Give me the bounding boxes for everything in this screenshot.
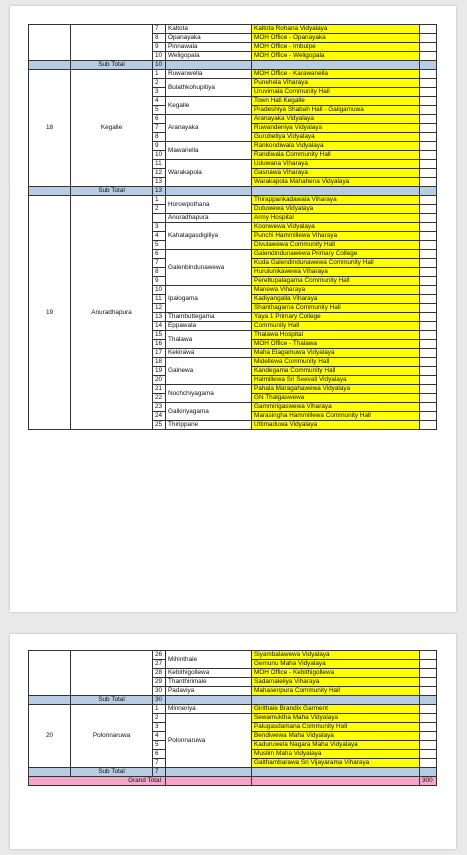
row-number: 5: [153, 741, 166, 750]
row-number: 28: [153, 669, 166, 678]
venue-name: Gurubetiya Vidyalaya: [252, 133, 420, 142]
row-number: 6: [153, 750, 166, 759]
moh-area: Thanthirimale: [166, 678, 252, 687]
moh-area: Bulathkohupitiya: [166, 79, 252, 97]
row-number: [153, 214, 166, 223]
venue-name: Aranayaka Vidyalaya: [252, 115, 420, 124]
venue-name: Dutuwewa Vidyalaya: [252, 205, 420, 214]
row-number: 13: [153, 313, 166, 322]
subtotal-row: [29, 768, 437, 777]
venue-name: Town Hall Kegalle: [252, 97, 420, 106]
venue-name: Kadiyangalla Viharaya: [252, 295, 420, 304]
district-name-cell: [71, 25, 153, 61]
row-number: 6: [153, 250, 166, 259]
row-number: 11: [153, 295, 166, 304]
row-number: 8: [153, 268, 166, 277]
row-number: 13: [153, 178, 166, 187]
venue-name: Community Hall: [252, 322, 420, 331]
venue-name: Sewamuktha Maha Vidyalaya: [252, 714, 420, 723]
venue-name: Marasingha Hammillewa Community Hall: [252, 412, 420, 421]
venue-name: Sadamaleliya Viharaya: [252, 678, 420, 687]
moh-area: Kegalle: [166, 97, 252, 115]
table-row: [29, 70, 437, 79]
venue-name: Perettupalagama Community Hall: [252, 277, 420, 286]
subtotal-label: Sub Total: [71, 696, 153, 705]
venue-name: Uruvimala Community Hall: [252, 88, 420, 97]
row-number: 3: [153, 723, 166, 732]
venue-name: GN Thalgaswewa: [252, 394, 420, 403]
venue-name: Shanthagama Community Hall: [252, 304, 420, 313]
table-row: [29, 705, 437, 714]
row-number: 30: [153, 687, 166, 696]
row-number: 9: [153, 142, 166, 151]
venue-name: Gemunu Maha Vidyalaya: [252, 660, 420, 669]
venue-name: Midellewa Community Hall: [252, 358, 420, 367]
venue-name: Punehela Viharaya: [252, 79, 420, 88]
row-number: 26: [153, 651, 166, 660]
row-number: 5: [153, 241, 166, 250]
venue-name: Warakapola Mahahena Vidyalaya: [252, 178, 420, 187]
row-number: 7: [153, 124, 166, 133]
row-number: 23: [153, 403, 166, 412]
row-number: 1: [153, 196, 166, 205]
subtotal-value: 30: [153, 696, 166, 705]
row-number: 17: [153, 349, 166, 358]
venue-name: MOH Office - Kebithigollewa: [252, 669, 420, 678]
row-number: 20: [153, 376, 166, 385]
venue-name: Galthambarawa Sri Vijayarama Viharaya: [252, 759, 420, 768]
venue-name: Pradeshiya Shabah Hall - Galigamuwa: [252, 106, 420, 115]
subtotal-value: 13: [153, 187, 166, 196]
venue-name: Maha Elagamuwa Vidyalaya: [252, 349, 420, 358]
district-no-cell: [29, 651, 71, 696]
venue-name: MOH Office - Imbulpe: [252, 43, 420, 52]
venue-name: Mahasenpura Community Hall: [252, 687, 420, 696]
venue-name: Hurulunikawewa Viharaya: [252, 268, 420, 277]
moh-area: Kekirawa: [166, 349, 252, 358]
row-number: 3: [153, 223, 166, 232]
moh-area: Mawanella: [166, 142, 252, 160]
venue-name: Galendindunawewa Primary College: [252, 250, 420, 259]
venue-name: Halmillewa Sri Seevali Vidyalaya: [252, 376, 420, 385]
venue-name: Thalawa Hospital: [252, 331, 420, 340]
document-page-2: [10, 634, 456, 849]
district-no-cell: 19: [29, 196, 71, 430]
venue-name: Kaltota Rohana Vidyalaya: [252, 25, 420, 34]
row-number: 8: [153, 34, 166, 43]
row-number: 9: [153, 43, 166, 52]
moh-area: Galenbindunawewa: [166, 250, 252, 286]
row-number: 5: [153, 106, 166, 115]
venue-name: Kandegama Community Hall: [252, 367, 420, 376]
grand-total-label: Grand Total: [29, 777, 166, 786]
row-number: 12: [153, 304, 166, 313]
row-number: 2: [153, 714, 166, 723]
venue-name: Uttimaduwa Vidyalaya: [252, 421, 420, 430]
moh-area: Kaltota: [166, 25, 252, 34]
venue-name: Muslim Maha Vidyalaya: [252, 750, 420, 759]
venue-table-page-2: [28, 650, 437, 786]
moh-area: Kahatagasdigiliya: [166, 223, 252, 250]
venue-name: Randiwala Community Hall: [252, 151, 420, 160]
venue-name: Rankondiwala Vidyalaya: [252, 142, 420, 151]
row-number: 25: [153, 421, 166, 430]
row-number: 14: [153, 322, 166, 331]
moh-area: Kebithigollewa: [166, 669, 252, 678]
table-row: [29, 25, 437, 34]
subtotal-value: 10: [153, 61, 166, 70]
moh-area: Pinnawala: [166, 43, 252, 52]
venue-name: Thirappankadawala Viharaya: [252, 196, 420, 205]
district-name-cell: Kegalle: [71, 70, 153, 187]
table-row: [29, 196, 437, 205]
moh-area: Warakapola: [166, 160, 252, 187]
table-row: [29, 651, 437, 660]
district-name-cell: [71, 651, 153, 696]
moh-area: Weligopala: [166, 52, 252, 61]
moh-area: Galnewa: [166, 358, 252, 385]
venue-name: Pahala Maragahawewa Vidyalaya: [252, 385, 420, 394]
moh-area: Thalawa: [166, 331, 252, 349]
moh-area: Aranayaka: [166, 115, 252, 142]
district-name-cell: Anuradhapura: [71, 196, 153, 430]
row-number: 29: [153, 678, 166, 687]
venue-name: MOH Office - Thalawa: [252, 340, 420, 349]
moh-area: Minneriya: [166, 705, 252, 714]
row-number: 27: [153, 660, 166, 669]
subtotal-label: Sub Total: [71, 768, 153, 777]
subtotal-row: [29, 61, 437, 70]
venue-table-page-1: [28, 24, 437, 430]
venue-name: Uduwana Viharaya: [252, 160, 420, 169]
moh-area: Mihinthale: [166, 651, 252, 669]
district-no-cell: 18: [29, 70, 71, 187]
venue-name: Siyambalawewa Vidyalaya: [252, 651, 420, 660]
venue-name: Bendiwewa Maha Vidyalaya: [252, 732, 420, 741]
row-number: 24: [153, 412, 166, 421]
venue-name: Divulawewa Community Hall: [252, 241, 420, 250]
venue-name: Army Hospital: [252, 214, 420, 223]
row-number: 7: [153, 759, 166, 768]
subtotal-row: [29, 696, 437, 705]
row-number: 15: [153, 331, 166, 340]
venue-name: Koonwewa Vidyalaya: [252, 223, 420, 232]
row-number: 6: [153, 115, 166, 124]
venue-name: Gammirigaswewa Viharaya: [252, 403, 420, 412]
row-number: 2: [153, 205, 166, 214]
venue-name: MOH Office - Opanayaka: [252, 34, 420, 43]
row-number: 7: [153, 25, 166, 34]
venue-name: MOH Office - Karawanella: [252, 70, 420, 79]
row-number: 19: [153, 367, 166, 376]
subtotal-label: Sub Total: [71, 61, 153, 70]
moh-area: Opanayaka: [166, 34, 252, 43]
row-number: 7: [153, 259, 166, 268]
row-number: 10: [153, 52, 166, 61]
row-number: 21: [153, 385, 166, 394]
row-number: 4: [153, 232, 166, 241]
row-number: 22: [153, 394, 166, 403]
venue-name: Kuda Galendindunawewa Community Hall: [252, 259, 420, 268]
row-number: 10: [153, 286, 166, 295]
venue-name: Punchi Hammillewa Viharaya: [252, 232, 420, 241]
row-number: 1: [153, 705, 166, 714]
row-number: 18: [153, 358, 166, 367]
row-number: 4: [153, 97, 166, 106]
moh-area: Ruwanwella: [166, 70, 252, 79]
moh-area: Polonnaruwa: [166, 714, 252, 768]
row-number: 4: [153, 732, 166, 741]
district-no-cell: [29, 25, 71, 61]
venue-name: MOH Office - Weligopala: [252, 52, 420, 61]
row-number: 1: [153, 70, 166, 79]
venue-name: Ruwandeniya Vidyalaya: [252, 124, 420, 133]
subtotal-label: Sub Total: [71, 187, 153, 196]
row-number: 8: [153, 133, 166, 142]
district-no-cell: 20: [29, 705, 71, 768]
row-number: 2: [153, 79, 166, 88]
venue-name: Girithale Brandix Garment: [252, 705, 420, 714]
venue-name: Palugasdamana Community Hall: [252, 723, 420, 732]
grand-total-value: 300: [420, 777, 437, 786]
subtotal-row: [29, 187, 437, 196]
moh-area: Galkiriyagama: [166, 403, 252, 421]
venue-name: Yaya 1 Primary College: [252, 313, 420, 322]
row-number: 12: [153, 169, 166, 178]
moh-area: Anuradhapura: [166, 214, 252, 223]
moh-area: Padaviya: [166, 687, 252, 696]
row-number: 16: [153, 340, 166, 349]
subtotal-value: 7: [153, 768, 166, 777]
district-name-cell: Polonnaruwa: [71, 705, 153, 768]
row-number: 3: [153, 88, 166, 97]
venue-name: Gasnawa Viharaya: [252, 169, 420, 178]
venue-name: Manewa Viharaya: [252, 286, 420, 295]
row-number: 9: [153, 277, 166, 286]
moh-area: Eppawala: [166, 322, 252, 331]
moh-area: Nochchiyagama: [166, 385, 252, 403]
row-number: 11: [153, 160, 166, 169]
document-page-1: [10, 6, 456, 612]
moh-area: Thambuttegama: [166, 313, 252, 322]
moh-area: Thirippane: [166, 421, 252, 430]
grand-total-row: [29, 777, 437, 786]
row-number: 10: [153, 151, 166, 160]
moh-area: Ipalogama: [166, 286, 252, 313]
venue-name: Kaduruwela Nagara Maha Vidyalaya: [252, 741, 420, 750]
moh-area: Horowpothana: [166, 196, 252, 214]
